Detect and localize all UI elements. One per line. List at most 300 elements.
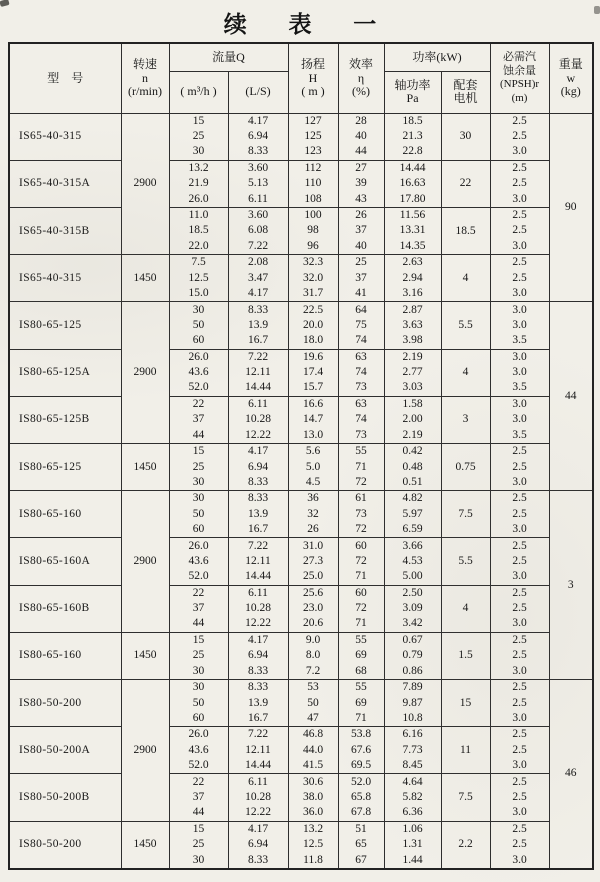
shaft-value: 0.86 <box>402 664 423 677</box>
npsh-value: 3.0 <box>512 145 527 158</box>
flow-value: 30 <box>192 475 205 488</box>
eff-values <box>339 161 384 207</box>
shaft-values <box>385 491 441 537</box>
flow-values <box>170 397 228 443</box>
npsh-values <box>491 633 549 679</box>
table-row <box>9 207 593 254</box>
flow-values <box>170 114 228 160</box>
head-value: 9.0 <box>305 633 321 646</box>
ls-value: 16.7 <box>247 523 269 536</box>
npsh-value: 3.0 <box>512 303 527 316</box>
flow-value: 7.5 <box>191 256 206 269</box>
head-cell <box>288 443 338 490</box>
npsh-value: 3.0 <box>512 853 527 866</box>
head-values <box>289 114 338 160</box>
flow-values <box>170 586 228 632</box>
npsh-value: 3.0 <box>512 366 527 379</box>
npsh-value: 3.0 <box>512 350 527 363</box>
flow-value: 21.9 <box>188 177 209 190</box>
flow-value: 15 <box>192 633 205 646</box>
npsh-cell <box>490 349 549 396</box>
ls-value: 14.44 <box>245 570 271 583</box>
header-model: 型 号 <box>9 43 121 113</box>
shaft-value: 2.19 <box>402 350 423 363</box>
shaft-cell <box>384 396 441 443</box>
flow-value: 60 <box>192 523 205 536</box>
ls-values <box>229 161 288 207</box>
ls-value: 8.33 <box>247 475 269 488</box>
npsh-values <box>491 586 549 632</box>
motor-cell: 22 <box>441 160 490 207</box>
flow-value: 25 <box>192 649 205 662</box>
eff-value: 43 <box>355 192 367 205</box>
head-values <box>289 444 338 490</box>
flow-value: 12.5 <box>188 271 209 284</box>
eff-value: 27 <box>355 161 367 174</box>
eff-value: 44 <box>355 145 367 158</box>
head-cell <box>288 113 338 160</box>
shaft-values <box>385 727 441 773</box>
eff-value: 40 <box>355 130 367 143</box>
shaft-value: 16.63 <box>399 177 426 190</box>
ls-value: 13.9 <box>247 696 269 709</box>
npsh-values <box>491 727 549 773</box>
eff-values <box>339 302 384 348</box>
head-cell <box>288 774 338 821</box>
ls-values <box>229 586 288 632</box>
npsh-value: 3.0 <box>512 318 527 331</box>
ls-value: 7.22 <box>247 728 269 741</box>
eff-cell <box>338 632 384 679</box>
flow-values <box>170 680 228 726</box>
eff-value: 71 <box>355 460 367 473</box>
npsh-cell <box>490 774 549 821</box>
eff-values <box>339 633 384 679</box>
ls-values <box>229 350 288 396</box>
npsh-value: 2.5 <box>512 209 527 222</box>
flow-values <box>170 727 228 773</box>
npsh-cell <box>490 585 549 632</box>
npsh-values <box>491 444 549 490</box>
head-value: 23.0 <box>302 602 324 615</box>
ls-cell <box>228 538 288 585</box>
ls-value: 7.22 <box>247 539 269 552</box>
npsh-value: 3.0 <box>512 397 527 410</box>
ls-value: 3.47 <box>247 271 269 284</box>
npsh-values <box>491 822 549 868</box>
flow-value: 52.0 <box>188 570 209 583</box>
head-value: 50 <box>307 696 319 709</box>
npsh-cell <box>490 396 549 443</box>
shaft-value: 22.8 <box>402 145 423 158</box>
npsh-value: 2.5 <box>512 161 527 174</box>
shaft-value: 6.16 <box>402 728 423 741</box>
flow-value: 25 <box>192 460 205 473</box>
head-value: 12.5 <box>302 838 324 851</box>
shaft-value: 2.19 <box>402 428 423 441</box>
ls-value: 6.11 <box>248 775 268 788</box>
npsh-value: 3.0 <box>512 617 527 630</box>
head-values <box>289 822 338 868</box>
motor-cell: 3 <box>441 396 490 443</box>
eff-value: 68 <box>355 664 367 677</box>
speed-cell: 1450 <box>121 443 169 490</box>
eff-value: 75 <box>355 318 367 331</box>
shaft-value: 3.03 <box>402 381 423 394</box>
npsh-values <box>491 397 549 443</box>
flow-cell <box>169 585 228 632</box>
ls-value: 4.17 <box>247 445 269 458</box>
shaft-value: 6.59 <box>402 523 423 536</box>
flow-value: 52.0 <box>188 759 209 772</box>
flow-value: 30 <box>192 303 205 316</box>
model-cell: IS80-50-200 <box>9 821 121 869</box>
shaft-value: 13.31 <box>399 224 426 237</box>
eff-value: 53.8 <box>350 728 372 741</box>
npsh-value: 3.0 <box>512 413 527 426</box>
eff-cell <box>338 585 384 632</box>
eff-value: 69 <box>355 696 367 709</box>
ls-cell <box>228 491 288 538</box>
npsh-values <box>491 208 549 254</box>
flow-value: 50 <box>192 507 205 520</box>
eff-cell <box>338 207 384 254</box>
flow-value: 60 <box>192 334 205 347</box>
npsh-value: 2.5 <box>512 602 527 615</box>
npsh-value: 3.0 <box>512 475 527 488</box>
ls-value: 12.22 <box>245 428 271 441</box>
eff-value: 65 <box>355 838 367 851</box>
flow-value: 18.5 <box>188 224 209 237</box>
speed-cell: 2900 <box>121 302 169 444</box>
eff-value: 69.5 <box>350 759 372 772</box>
eff-cell <box>338 443 384 490</box>
table-row <box>9 774 593 821</box>
header-power: 功率(kW) <box>384 43 490 71</box>
pump-spec-table <box>8 42 594 870</box>
shaft-value: 14.44 <box>399 161 426 174</box>
head-cell <box>288 632 338 679</box>
flow-cell <box>169 160 228 207</box>
head-value: 20.0 <box>302 318 324 331</box>
ls-values <box>229 491 288 537</box>
speed-cell: 2900 <box>121 491 169 633</box>
npsh-value: 2.5 <box>512 696 527 709</box>
ls-value: 12.22 <box>245 806 271 819</box>
flow-values <box>170 208 228 254</box>
flow-value: 22 <box>192 397 205 410</box>
eff-value: 55 <box>355 681 367 694</box>
flow-value: 15 <box>192 445 205 458</box>
eff-value: 60 <box>355 539 367 552</box>
npsh-value: 2.5 <box>512 554 527 567</box>
ls-values <box>229 444 288 490</box>
eff-value: 72 <box>355 523 367 536</box>
npsh-cell <box>490 160 549 207</box>
npsh-value: 2.5 <box>512 445 527 458</box>
head-value: 25.0 <box>302 570 324 583</box>
npsh-cell <box>490 113 549 160</box>
header-shaft-power: 轴功率 Pa <box>384 71 441 113</box>
ls-value: 10.28 <box>245 602 271 615</box>
head-values <box>289 586 338 632</box>
eff-value: 73 <box>355 507 367 520</box>
flow-values <box>170 822 228 868</box>
ls-value: 7.22 <box>247 350 269 363</box>
shaft-values <box>385 255 441 301</box>
shaft-value: 2.77 <box>402 366 423 379</box>
eff-value: 60 <box>355 586 367 599</box>
flow-value: 15 <box>192 822 205 835</box>
shaft-cell <box>384 443 441 490</box>
flow-cell <box>169 679 228 726</box>
motor-cell: 0.75 <box>441 443 490 490</box>
model-cell: IS80-65-125 <box>9 443 121 490</box>
shaft-value: 9.87 <box>402 696 423 709</box>
model-cell: IS80-65-125B <box>9 396 121 443</box>
eff-values <box>339 680 384 726</box>
head-value: 5.6 <box>305 445 321 458</box>
npsh-value: 2.5 <box>512 256 527 269</box>
shaft-value: 0.67 <box>402 633 423 646</box>
eff-value: 67 <box>355 853 367 866</box>
npsh-cell <box>490 255 549 302</box>
model-cell: IS80-50-200B <box>9 774 121 821</box>
flow-value: 25 <box>192 130 205 143</box>
header-speed: 转速 n (r/min) <box>121 43 169 113</box>
npsh-value: 3.0 <box>512 711 527 724</box>
head-value: 36.0 <box>302 806 324 819</box>
flow-value: 50 <box>192 696 205 709</box>
flow-cell <box>169 491 228 538</box>
head-value: 123 <box>304 145 322 158</box>
npsh-value: 2.5 <box>512 790 527 803</box>
head-value: 18.0 <box>302 334 324 347</box>
head-value: 5.0 <box>305 460 321 473</box>
flow-value: 43.6 <box>188 554 209 567</box>
eff-value: 28 <box>355 114 367 127</box>
header-flow-m3h: ( m³/h ) <box>169 71 228 113</box>
head-values <box>289 302 338 348</box>
head-value: 47 <box>307 711 319 724</box>
flow-value: 26.0 <box>188 539 209 552</box>
npsh-value: 3.0 <box>512 239 527 252</box>
table-row <box>9 632 593 679</box>
ls-cell <box>228 113 288 160</box>
ls-cell <box>228 160 288 207</box>
eff-value: 67.6 <box>350 743 372 756</box>
flow-value: 37 <box>192 790 205 803</box>
motor-cell: 5.5 <box>441 538 490 585</box>
eff-cell <box>338 491 384 538</box>
ls-value: 12.11 <box>245 366 271 379</box>
head-value: 8.0 <box>305 649 321 662</box>
eff-value: 52.0 <box>350 775 372 788</box>
flow-value: 15.0 <box>188 287 209 300</box>
head-cell <box>288 207 338 254</box>
shaft-cell <box>384 207 441 254</box>
ls-value: 4.17 <box>247 114 269 127</box>
shaft-value: 3.09 <box>402 602 423 615</box>
npsh-value: 2.5 <box>512 177 527 190</box>
head-cell <box>288 585 338 632</box>
head-cell <box>288 491 338 538</box>
head-values <box>289 350 338 396</box>
shaft-value: 1.44 <box>402 853 423 866</box>
ls-cell <box>228 396 288 443</box>
eff-value: 64 <box>355 303 367 316</box>
ls-cell <box>228 349 288 396</box>
model-cell: IS65-40-315 <box>9 255 121 302</box>
ls-values <box>229 255 288 301</box>
npsh-cell <box>490 443 549 490</box>
shaft-value: 11.56 <box>399 209 426 222</box>
head-value: 13.0 <box>302 428 324 441</box>
npsh-value: 2.5 <box>512 586 527 599</box>
shaft-cell <box>384 302 441 349</box>
head-value: 36 <box>307 492 319 505</box>
head-value: 13.2 <box>302 822 324 835</box>
ls-value: 8.33 <box>247 303 269 316</box>
shaft-cell <box>384 538 441 585</box>
eff-values <box>339 727 384 773</box>
eff-value: 74 <box>355 366 367 379</box>
npsh-value: 3.5 <box>512 428 527 441</box>
npsh-value: 3.0 <box>512 192 527 205</box>
head-value: 15.7 <box>302 381 324 394</box>
page-title: 续 表 一 <box>223 12 395 37</box>
head-value: 4.5 <box>305 475 321 488</box>
head-values <box>289 774 338 820</box>
head-cell <box>288 255 338 302</box>
head-values <box>289 397 338 443</box>
npsh-cell <box>490 538 549 585</box>
shaft-values <box>385 397 441 443</box>
flow-cell <box>169 443 228 490</box>
flow-cell <box>169 113 228 160</box>
head-cell <box>288 821 338 869</box>
npsh-value: 2.5 <box>512 838 527 851</box>
npsh-value: 3.0 <box>512 759 527 772</box>
flow-value: 52.0 <box>188 381 209 394</box>
weight-cell: 44 <box>549 302 593 491</box>
ls-value: 8.33 <box>247 492 269 505</box>
model-cell: IS80-65-160B <box>9 585 121 632</box>
eff-values <box>339 397 384 443</box>
flow-cell <box>169 538 228 585</box>
model-cell: IS80-65-160A <box>9 538 121 585</box>
shaft-value: 1.31 <box>402 838 423 851</box>
table-row <box>9 585 593 632</box>
flow-value: 15 <box>192 114 205 127</box>
head-value: 127 <box>304 114 322 127</box>
eff-value: 25 <box>355 256 367 269</box>
shaft-value: 0.79 <box>402 649 423 662</box>
shaft-value: 2.00 <box>402 413 423 426</box>
shaft-value: 2.94 <box>402 271 423 284</box>
ls-value: 6.94 <box>247 649 269 662</box>
shaft-value: 3.66 <box>402 539 423 552</box>
ls-values <box>229 680 288 726</box>
shaft-value: 17.80 <box>399 192 426 205</box>
ls-values <box>229 208 288 254</box>
flow-cell <box>169 821 228 869</box>
eff-value: 39 <box>355 177 367 190</box>
model-cell: IS80-65-160 <box>9 491 121 538</box>
shaft-value: 7.89 <box>402 681 423 694</box>
head-value: 53 <box>307 681 319 694</box>
shaft-value: 5.97 <box>402 507 423 520</box>
shaft-cell <box>384 585 441 632</box>
head-cell <box>288 302 338 349</box>
head-cell <box>288 396 338 443</box>
npsh-values <box>491 161 549 207</box>
eff-cell <box>338 349 384 396</box>
npsh-value: 2.5 <box>512 822 527 835</box>
motor-cell: 18.5 <box>441 207 490 254</box>
shaft-value: 6.36 <box>402 806 423 819</box>
head-value: 30.6 <box>302 775 324 788</box>
eff-cell <box>338 160 384 207</box>
header-flow: 流量Q <box>169 43 288 71</box>
head-value: 108 <box>304 192 322 205</box>
shaft-value: 3.42 <box>402 617 423 630</box>
flow-value: 37 <box>192 413 205 426</box>
ls-cell <box>228 774 288 821</box>
motor-cell: 4 <box>441 585 490 632</box>
model-cell: IS80-65-125 <box>9 302 121 349</box>
flow-values <box>170 538 228 584</box>
shaft-cell <box>384 774 441 821</box>
head-value: 125 <box>304 130 322 143</box>
weight-cell: 3 <box>549 491 593 680</box>
head-value: 16.6 <box>302 397 324 410</box>
head-value: 38.0 <box>302 790 324 803</box>
shaft-value: 3.98 <box>402 334 423 347</box>
eff-value: 37 <box>355 271 367 284</box>
flow-value: 26.0 <box>188 350 209 363</box>
ls-value: 7.22 <box>247 239 269 252</box>
eff-value: 74 <box>355 334 367 347</box>
npsh-value: 2.5 <box>512 492 527 505</box>
flow-value: 11.0 <box>188 209 209 222</box>
head-value: 22.5 <box>302 303 324 316</box>
head-value: 96 <box>307 239 319 252</box>
shaft-value: 0.51 <box>402 475 423 488</box>
eff-cell <box>338 396 384 443</box>
ls-value: 12.11 <box>245 554 271 567</box>
weight-cell: 90 <box>549 113 593 302</box>
flow-value: 30 <box>192 681 205 694</box>
head-value: 112 <box>304 161 322 174</box>
eff-cell <box>338 538 384 585</box>
eff-value: 40 <box>355 239 367 252</box>
eff-cell <box>338 727 384 774</box>
ls-value: 4.17 <box>247 287 269 300</box>
npsh-value: 3.0 <box>512 287 527 300</box>
table-header <box>9 43 593 113</box>
npsh-values <box>491 538 549 584</box>
head-value: 26 <box>307 523 319 536</box>
npsh-values <box>491 255 549 301</box>
table-row <box>9 727 593 774</box>
motor-cell: 7.5 <box>441 491 490 538</box>
header-head: 扬程 H ( m ) <box>288 43 338 113</box>
shaft-value: 10.8 <box>402 711 423 724</box>
eff-values <box>339 538 384 584</box>
shaft-values <box>385 822 441 868</box>
ls-value: 3.60 <box>247 209 269 222</box>
